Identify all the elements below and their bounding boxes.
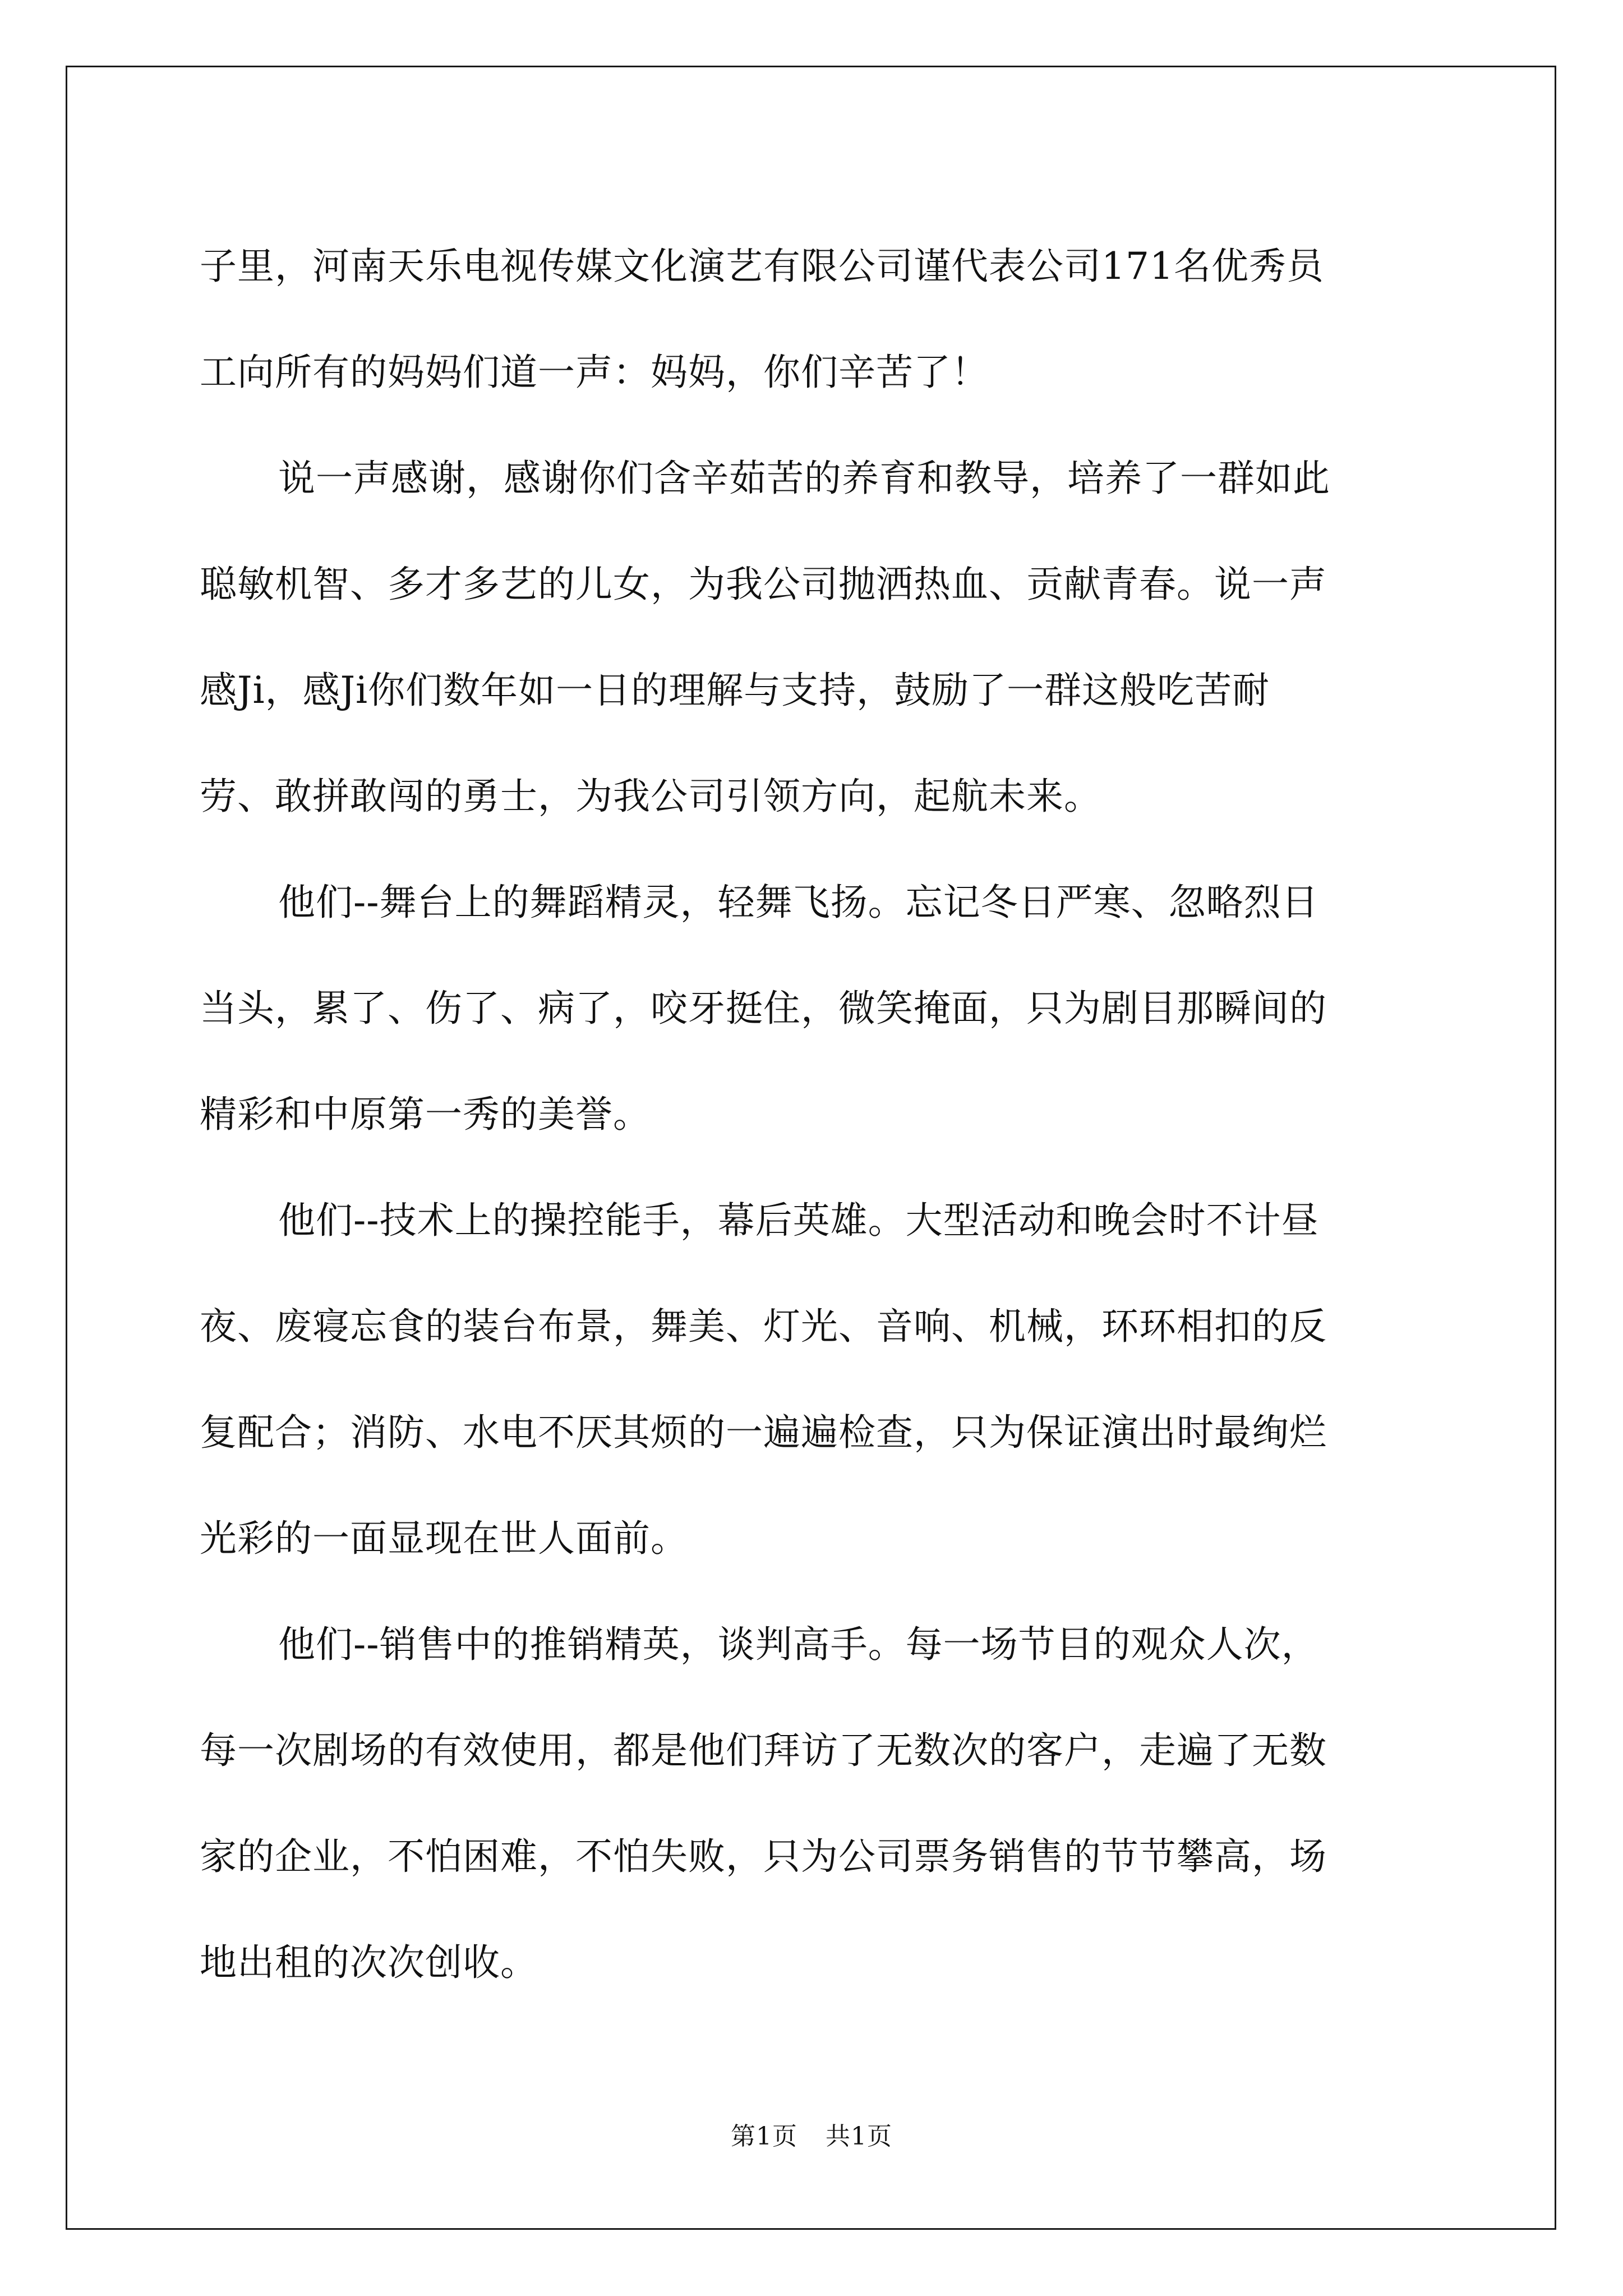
text-line: 复配合；消防、水电不厌其烦的一遍遍检查，只为保证演出时最绚烂 (200, 1411, 1327, 1454)
text-line: 当头，累了、伤了、病了，咬牙挺住，微笑掩面，只为剧目那瞬间的 (200, 987, 1327, 1030)
text-line: 聪敏机智、多才多艺的儿女，为我公司抛洒热血、贡献青春。说一声 (200, 563, 1327, 606)
paragraph-first-line: 他们--舞台上的舞蹈精灵，轻舞飞扬。忘记冬日严寒、忽略烈日 (278, 881, 1319, 924)
document-body (200, 213, 1428, 2016)
text-line: 光彩的一面显现在世人面前。 (200, 1517, 688, 1560)
text-line: 感Ji，感Ji你们数年如一日的理解与支持，鼓励了一群这般吃苦耐 (200, 669, 1270, 712)
text-line: 地出租的次次创收。 (200, 1941, 538, 1984)
page-number: 第1页 (731, 2122, 797, 2151)
text-line: 子里，河南天乐电视传媒文化演艺有限公司谨代表公司171名优秀员 (200, 245, 1324, 288)
paragraph-first-line: 他们--技术上的操控能手，幕后英雄。大型活动和晚会时不计昼 (278, 1199, 1319, 1242)
page-total: 共1页 (826, 2122, 892, 2151)
text-line: 夜、废寝忘食的装台布景，舞美、灯光、音响、机械，环环相扣的反 (200, 1305, 1327, 1348)
page-footer (0, 2116, 1623, 2152)
text-line: 家的企业，不怕困难，不怕失败，只为公司票务销售的节节攀高，场 (200, 1835, 1327, 1878)
paragraph-first-line: 他们--销售中的推销精英，谈判高手。每一场节目的观众人次， (278, 1623, 1319, 1666)
text-line: 每一次剧场的有效使用，都是他们拜访了无数次的客户，走遍了无数 (200, 1729, 1327, 1772)
paragraph-first-line: 说一声感谢，感谢你们含辛茹苦的养育和教导，培养了一群如此 (278, 457, 1330, 500)
text-line: 劳、敢拼敢闯的勇士，为我公司引领方向，起航未来。 (200, 775, 1101, 818)
text-line: 工向所有的妈妈们道一声：妈妈，你们辛苦了！ (200, 351, 989, 394)
text-line: 精彩和中原第一秀的美誉。 (200, 1093, 651, 1136)
